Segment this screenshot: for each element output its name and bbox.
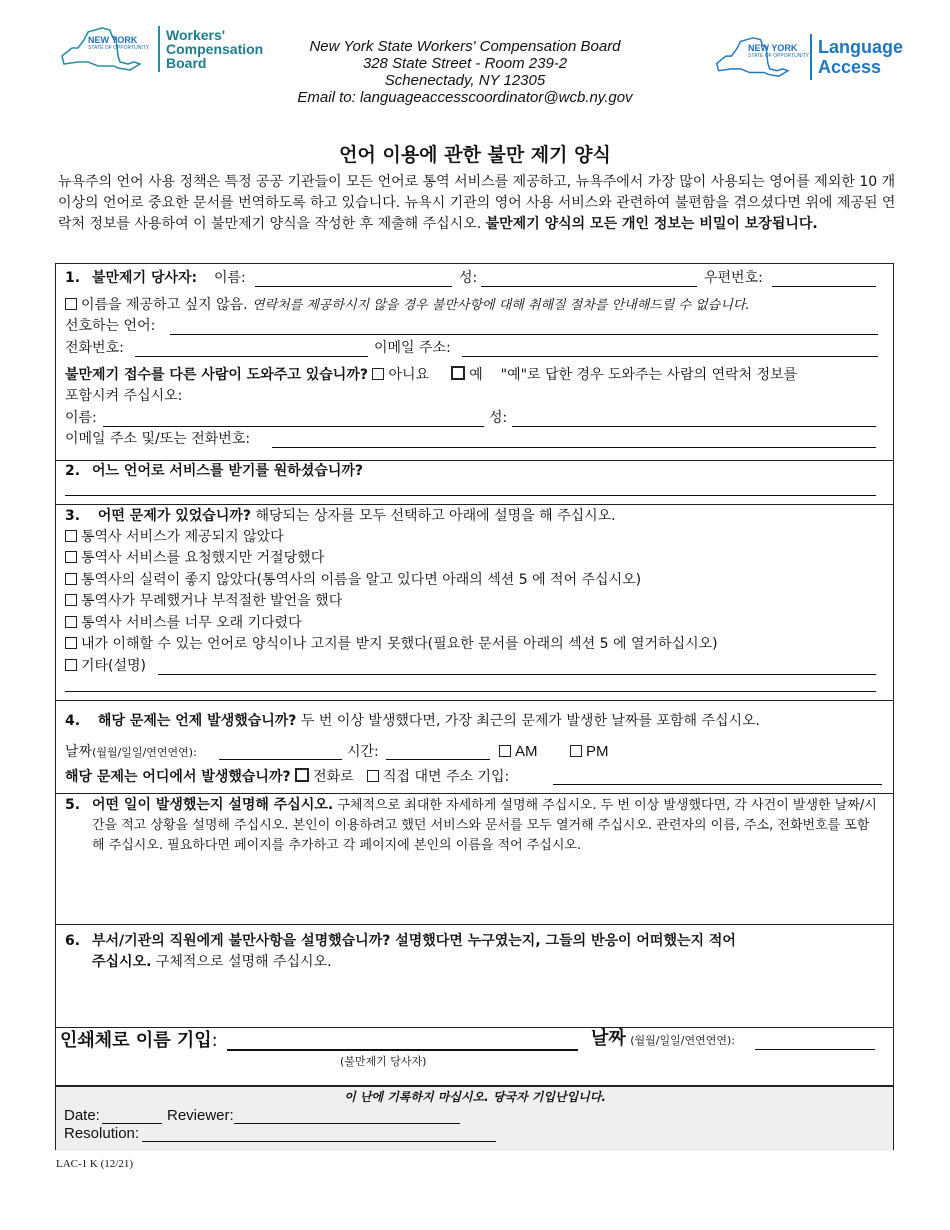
resolution-label: Resolution: — [64, 1125, 140, 1142]
first-name-field[interactable] — [255, 286, 452, 287]
wcb-logo-state: STATE OF OPPORTUNITY. — [88, 45, 150, 51]
problem-checkbox[interactable] — [65, 530, 77, 542]
address-email: Email to: languageaccesscoordinator@wcb.ny.gov — [297, 89, 633, 106]
section-4-header — [65, 712, 760, 730]
address-line: Schenectady, NY 12305 — [384, 72, 546, 89]
first-name-label: 이름: — [214, 270, 246, 286]
in-person-checkbox[interactable] — [367, 770, 379, 782]
pref-lang-field[interactable] — [170, 334, 878, 335]
section-3-note: 해당되는 상자를 모두 선택하고 아래에 설명을 해 주십시오. — [255, 508, 616, 524]
no-name-label: 이름을 제공하고 싶지 않음. — [81, 297, 248, 313]
email-field[interactable] — [462, 356, 878, 357]
wcb-logo-ny: NEW YORK — [88, 35, 138, 45]
no-name-checkbox[interactable] — [65, 298, 77, 310]
section-5-note: 구체적으로 최대한 자세하게 설명해 주십시오. 두 번 이상 발생했다면, 각 사건이 발생한 날짜/시간을 적고 상황을 설명해 주십시오. 본인이 이용하려고 했던 서비스와 문서를 모두 열거해 주십시오. 관련자의 이름, 주소, 전화번호를 포함해 주십시오. 필요하다면 페이지를 추가하고 각 페이지에 본인의 이름을 적어 주십시오. — [92, 798, 877, 853]
address-line: New York State Workers' Compensation Board — [309, 38, 621, 55]
no-name-option — [65, 296, 750, 315]
problem-option-label: 통역사 서비스를 요청했지만 거절당했다 — [81, 550, 325, 566]
wcb-logo-line2: Compensation — [166, 41, 264, 57]
reviewer-label: Reviewer: — [167, 1107, 234, 1124]
problem-checkbox[interactable] — [65, 573, 77, 585]
print-name-colon: : — [211, 1030, 218, 1051]
board-address — [250, 38, 680, 106]
helper-first-label: 이름: — [65, 410, 97, 426]
am-label: AM — [515, 743, 538, 760]
phone-label: 전화번호: — [65, 340, 124, 356]
section-2-number: 2. — [65, 463, 81, 479]
problem-option — [65, 571, 641, 589]
problem-option-label: 통역사 서비스가 제공되지 않았다 — [81, 529, 284, 545]
la-logo-line1: Language — [818, 37, 904, 57]
helper-question: 불만제기 접수를 다른 사람이 도와주고 있습니까? — [65, 367, 368, 383]
last-name-label: 성: — [459, 270, 478, 286]
office-date-label: Date: — [64, 1107, 100, 1124]
problem-option — [65, 657, 146, 675]
date-label: 날짜 — [65, 744, 93, 760]
wcb-logo — [58, 26, 263, 72]
section-4-label: 해당 문제는 언제 발생했습니까? — [97, 713, 297, 729]
pm-checkbox[interactable] — [570, 745, 582, 757]
last-name-field[interactable] — [481, 286, 697, 287]
helper-no-label: 아니요 — [388, 367, 430, 383]
helper-contact-label: 이메일 주소 및/또는 전화번호: — [65, 431, 251, 447]
section-4-number: 4. — [65, 713, 81, 729]
date-format: (월월/일일/연연연연): — [92, 746, 197, 759]
problem-checkbox[interactable] — [65, 594, 77, 606]
in-person-address-field[interactable] — [553, 784, 882, 785]
page-title: 언어 이용에 관한 불만 제기 양식 — [339, 144, 611, 166]
in-person-label: 직접 대면 주소 기입: — [383, 769, 510, 785]
section-5-label: 어떤 일이 발생했는지 설명해 주십시오. — [92, 797, 334, 813]
section-6-label-2-row — [92, 953, 332, 971]
intro-text: 뉴욕주의 언어 사용 정책은 특정 공공 기관들이 모든 언어로 통역 서비스를 제공하고, 뉴욕주에서 가장 많이 사용되는 영어를 제외한 10 개 이상의 언어로 중요한 문서를 번역하도록 하고 있습니다. 뉴욕시 기관의 영어 사용 서비스와 관련하여 불편함을 겪으셨다면 위에 제공된 연락처 정보를 사용하여 이 불만제기 양식을 작성한 후 제출해 주십시오. — [58, 174, 896, 232]
pm-label: PM — [586, 743, 609, 760]
problem-checkbox[interactable] — [65, 659, 77, 671]
section-4-note: 두 번 이상 발생했다면, 가장 최근의 문제가 발생한 날짜를 포함해 주십시오. — [300, 713, 761, 729]
other-explain-field-2[interactable] — [65, 691, 876, 692]
wcb-logo-line3: Board — [166, 55, 207, 71]
problem-checkbox[interactable] — [65, 551, 77, 563]
divider — [55, 700, 894, 701]
divider — [55, 1027, 894, 1028]
la-logo-state: STATE OF OPPORTUNITY. — [748, 53, 810, 59]
sign-date-field[interactable] — [755, 1049, 875, 1050]
print-name-row — [60, 1030, 218, 1052]
incident-time-field[interactable] — [386, 759, 490, 760]
other-explain-field[interactable] — [158, 674, 876, 675]
phone-field[interactable] — [135, 356, 368, 357]
section-5-text — [92, 795, 882, 856]
section-1-label: 불만제기 당사자: — [92, 270, 198, 286]
helper-last-field[interactable] — [512, 426, 876, 427]
problem-option-label: 통역사의 실력이 좋지 않았다(통역사의 이름을 알고 있다면 아래의 섹션 5 에 적어 주십시오) — [81, 572, 642, 588]
pref-lang-label: 선호하는 언어: — [65, 318, 156, 334]
problem-option — [65, 592, 342, 610]
problem-option-label: 내가 이해할 수 있는 언어로 양식이나 고지를 받지 못했다(필요한 문서를 아래의 섹션 5 에 열거하십시오) — [81, 636, 718, 652]
helper-last-label: 성: — [489, 410, 508, 426]
divider — [55, 793, 894, 794]
am-option — [499, 743, 538, 761]
zip-field[interactable] — [772, 286, 876, 287]
section-6-label: 부서/기관의 직원에게 불만사항을 설명했습니까? 설명했다면 누구였는지, 그들의 반응이 어떠했는지 적어 — [92, 933, 736, 949]
section-1-number: 1. — [65, 270, 81, 286]
language-access-logo — [708, 34, 903, 80]
location-row — [65, 768, 509, 786]
helper-first-field[interactable] — [103, 426, 484, 427]
pm-option — [570, 743, 609, 761]
divider — [55, 924, 894, 925]
helper-yes-label: 예 — [469, 367, 483, 383]
sign-date-row — [591, 1030, 735, 1050]
helper-no-checkbox[interactable] — [372, 368, 384, 380]
divider — [55, 460, 894, 461]
complainant-caption: (불만제기 당사자) — [340, 1055, 427, 1068]
time-label: 시간: — [347, 744, 379, 760]
email-label: 이메일 주소: — [374, 340, 451, 356]
address-line: 328 State Street - Room 239-2 — [362, 55, 568, 72]
problem-option — [65, 635, 718, 653]
section-6-note: 구체적으로 설명해 주십시오. — [155, 954, 332, 970]
intro-paragraph — [58, 172, 896, 235]
section-3-number: 3. — [65, 508, 81, 524]
by-phone-label: 전화로 — [313, 769, 354, 785]
no-name-note: 연락처를 제공하시지 않을 경우 불만사항에 대해 취해질 절차를 안내해드릴 수 없습니다. — [252, 298, 750, 313]
la-logo-ny: NEW YORK — [748, 43, 798, 53]
section-6-label-2: 주십시오. — [92, 954, 152, 970]
section-5-number: 5. — [65, 797, 81, 813]
helper-yes-note-2: 포함시켜 주십시오: — [65, 388, 183, 404]
section-6-number: 6. — [65, 933, 81, 949]
sign-date-format: (월월/일일/연연연연): — [630, 1034, 735, 1047]
helper-yes-note: "예"로 답한 경우 도와주는 사람의 연락처 정보를 — [500, 367, 798, 383]
reviewer-field[interactable] — [234, 1123, 460, 1124]
helper-question-row — [65, 366, 797, 384]
section-2-label: 어느 언어로 서비스를 받기를 원하셨습니까? — [92, 463, 364, 479]
print-name-label: 인쇄체로 이름 기입 — [60, 1030, 212, 1051]
am-checkbox[interactable] — [499, 745, 511, 757]
zip-label: 우편번호: — [704, 270, 763, 286]
intro-confidential: 불만제기 양식의 모든 개인 정보는 비밀이 보장됩니다. — [485, 216, 818, 232]
wcb-logo-line1: Workers' — [166, 27, 226, 43]
print-name-field[interactable] — [227, 1049, 578, 1051]
location-question: 해당 문제는 어디에서 발생했습니까? — [65, 769, 291, 785]
resolution-field[interactable] — [142, 1141, 496, 1142]
problem-option-label: 통역사가 무례했거나 부적절한 발언을 했다 — [81, 593, 343, 609]
helper-yes-checkbox[interactable] — [451, 366, 465, 380]
office-use-note: 이 난에 기록하지 마십시오. 당국자 기입난입니다. — [344, 1090, 606, 1104]
office-date-field[interactable] — [102, 1123, 162, 1124]
divider — [55, 504, 894, 505]
by-phone-checkbox[interactable] — [295, 768, 309, 782]
problem-option-label: 기타(설명) — [81, 658, 147, 674]
problem-checkbox[interactable] — [65, 616, 77, 628]
section-3-header — [65, 507, 616, 525]
problem-option-label: 통역사 서비스를 너무 오래 기다렸다 — [81, 615, 302, 631]
preferred-language-field[interactable] — [65, 495, 876, 496]
helper-contact-field[interactable] — [272, 447, 876, 448]
date-label-row — [65, 743, 197, 762]
problem-option — [65, 614, 302, 632]
problem-option — [65, 549, 324, 567]
section-3-label: 어떤 문제가 있었습니까? — [97, 508, 251, 524]
la-logo-line2: Access — [818, 57, 882, 77]
sign-date-label: 날짜 — [591, 1028, 626, 1049]
problem-option — [65, 528, 284, 546]
incident-date-field[interactable] — [219, 759, 342, 760]
form-code: LAC-1 K (12/21) — [56, 1158, 133, 1170]
problem-checkbox[interactable] — [65, 637, 77, 649]
